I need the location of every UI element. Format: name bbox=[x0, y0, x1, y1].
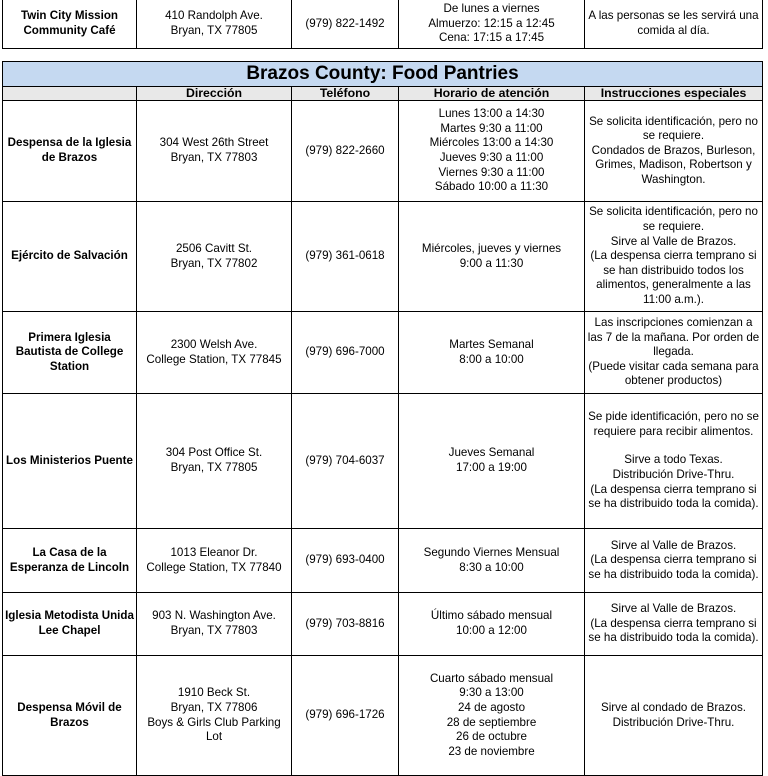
table-row bbox=[3, 312, 763, 394]
address-cell: 304 West 26th Street Bryan, TX 77803 bbox=[137, 101, 292, 202]
table-row bbox=[3, 0, 763, 49]
notes-cell: Se pide identificación, pero no se requiere para recibir alimentos. Sirve a todo Texas. Distribución Drive-Thru. (La despensa cierra temprano si se ha distribuido toda la comida). bbox=[585, 394, 763, 529]
notes-cell: A las personas se les servirá una comida al día. bbox=[585, 0, 763, 49]
hours-cell: Jueves Semanal 17:00 a 19:00 bbox=[399, 394, 585, 529]
notes-cell: Sirve al Valle de Brazos. (La despensa cierra temprano si se ha distribuido toda la comida). bbox=[585, 529, 763, 593]
hours-cell: Segundo Viernes Mensual 8:30 a 10:00 bbox=[399, 529, 585, 593]
address-cell: 2300 Welsh Ave. College Station, TX 77845 bbox=[137, 312, 292, 394]
phone-cell: (979) 822-2660 bbox=[292, 101, 399, 202]
hours-cell: Lunes 13:00 a 14:30 Martes 9:30 a 11:00 Miércoles 13:00 a 14:30 Jueves 9:30 a 11:00 Viernes 9:30 a 11:00 Sábado 10:00 a 11:30 bbox=[399, 101, 585, 202]
hours-cell: De lunes a viernes Almuerzo: 12:15 a 12:45 Cena: 17:15 a 17:45 bbox=[399, 0, 585, 49]
address-cell: 304 Post Office St. Bryan, TX 77805 bbox=[137, 394, 292, 529]
phone-cell: (979) 696-7000 bbox=[292, 312, 399, 394]
notes-cell: Sirve al condado de Brazos. Distribución Drive-Thru. bbox=[585, 656, 763, 776]
column-header-hours: Horario de atención bbox=[399, 87, 585, 101]
table-row bbox=[3, 656, 763, 776]
notes-cell: Sirve al Valle de Brazos. (La despensa cierra temprano si se ha distribuido toda la comida). bbox=[585, 593, 763, 656]
org-name: La Casa de la Esperanza de Lincoln bbox=[3, 529, 137, 593]
notes-cell: Las inscripciones comienzan a las 7 de la mañana. Por orden de llegada. (Puede visitar cada semana para obtener productos) bbox=[585, 312, 763, 394]
address-cell: 1910 Beck St. Bryan, TX 77806 Boys & Girls Club Parking Lot bbox=[137, 656, 292, 776]
section-title: Brazos County: Food Pantries bbox=[3, 62, 763, 87]
phone-cell: (979) 693-0400 bbox=[292, 529, 399, 593]
address-cell: 1013 Eleanor Dr. College Station, TX 77840 bbox=[137, 529, 292, 593]
table-row bbox=[3, 593, 763, 656]
phone-cell: (979) 822-1492 bbox=[292, 0, 399, 49]
column-header-notes: Instrucciones especiales bbox=[585, 87, 763, 101]
table-row bbox=[3, 394, 763, 529]
table-row bbox=[3, 101, 763, 202]
hours-cell: Miércoles, jueves y viernes 9:00 a 11:30 bbox=[399, 202, 585, 312]
column-header-phone: Teléfono bbox=[292, 87, 399, 101]
address-cell: 2506 Cavitt St. Bryan, TX 77802 bbox=[137, 202, 292, 312]
address-cell: 410 Randolph Ave. Bryan, TX 77805 bbox=[137, 0, 292, 49]
org-name: Despensa de la Iglesia de Brazos bbox=[3, 101, 137, 202]
column-header-address: Dirección bbox=[137, 87, 292, 101]
hours-cell: Cuarto sábado mensual 9:30 a 13:00 24 de agosto 28 de septiembre 26 de octubre 23 de noviembre bbox=[399, 656, 585, 776]
hours-cell: Martes Semanal 8:00 a 10:00 bbox=[399, 312, 585, 394]
address-cell: 903 N. Washington Ave. Bryan, TX 77803 bbox=[137, 593, 292, 656]
notes-cell: Se solicita identificación, pero no se requiere. Condados de Brazos, Burleson, Grimes, Madison, Robertson y Washington. bbox=[585, 101, 763, 202]
table-row bbox=[3, 529, 763, 593]
food-pantries-table bbox=[2, 61, 763, 776]
notes-cell: Se solicita identificación, pero no se requiere. Sirve al Valle de Brazos. (La despensa cierra temprano si se han distribuido todos los alimentos, generalmente a las 11:00 a.m.). bbox=[585, 202, 763, 312]
phone-cell: (979) 703-8816 bbox=[292, 593, 399, 656]
org-name: Despensa Móvil de Brazos bbox=[3, 656, 137, 776]
phone-cell: (979) 704-6037 bbox=[292, 394, 399, 529]
phone-cell: (979) 361-0618 bbox=[292, 202, 399, 312]
phone-cell: (979) 696-1726 bbox=[292, 656, 399, 776]
org-name: Primera Iglesia Bautista de College Station bbox=[3, 312, 137, 394]
table-row bbox=[3, 202, 763, 312]
org-name: Ejército de Salvación bbox=[3, 202, 137, 312]
org-name: Los Ministerios Puente bbox=[3, 394, 137, 529]
org-name: Twin City Mission Community Café bbox=[3, 0, 137, 49]
org-name: Iglesia Metodista Unida Lee Chapel bbox=[3, 593, 137, 656]
column-header-name bbox=[3, 87, 137, 101]
cafe-table bbox=[2, 0, 763, 49]
hours-cell: Último sábado mensual 10:00 a 12:00 bbox=[399, 593, 585, 656]
